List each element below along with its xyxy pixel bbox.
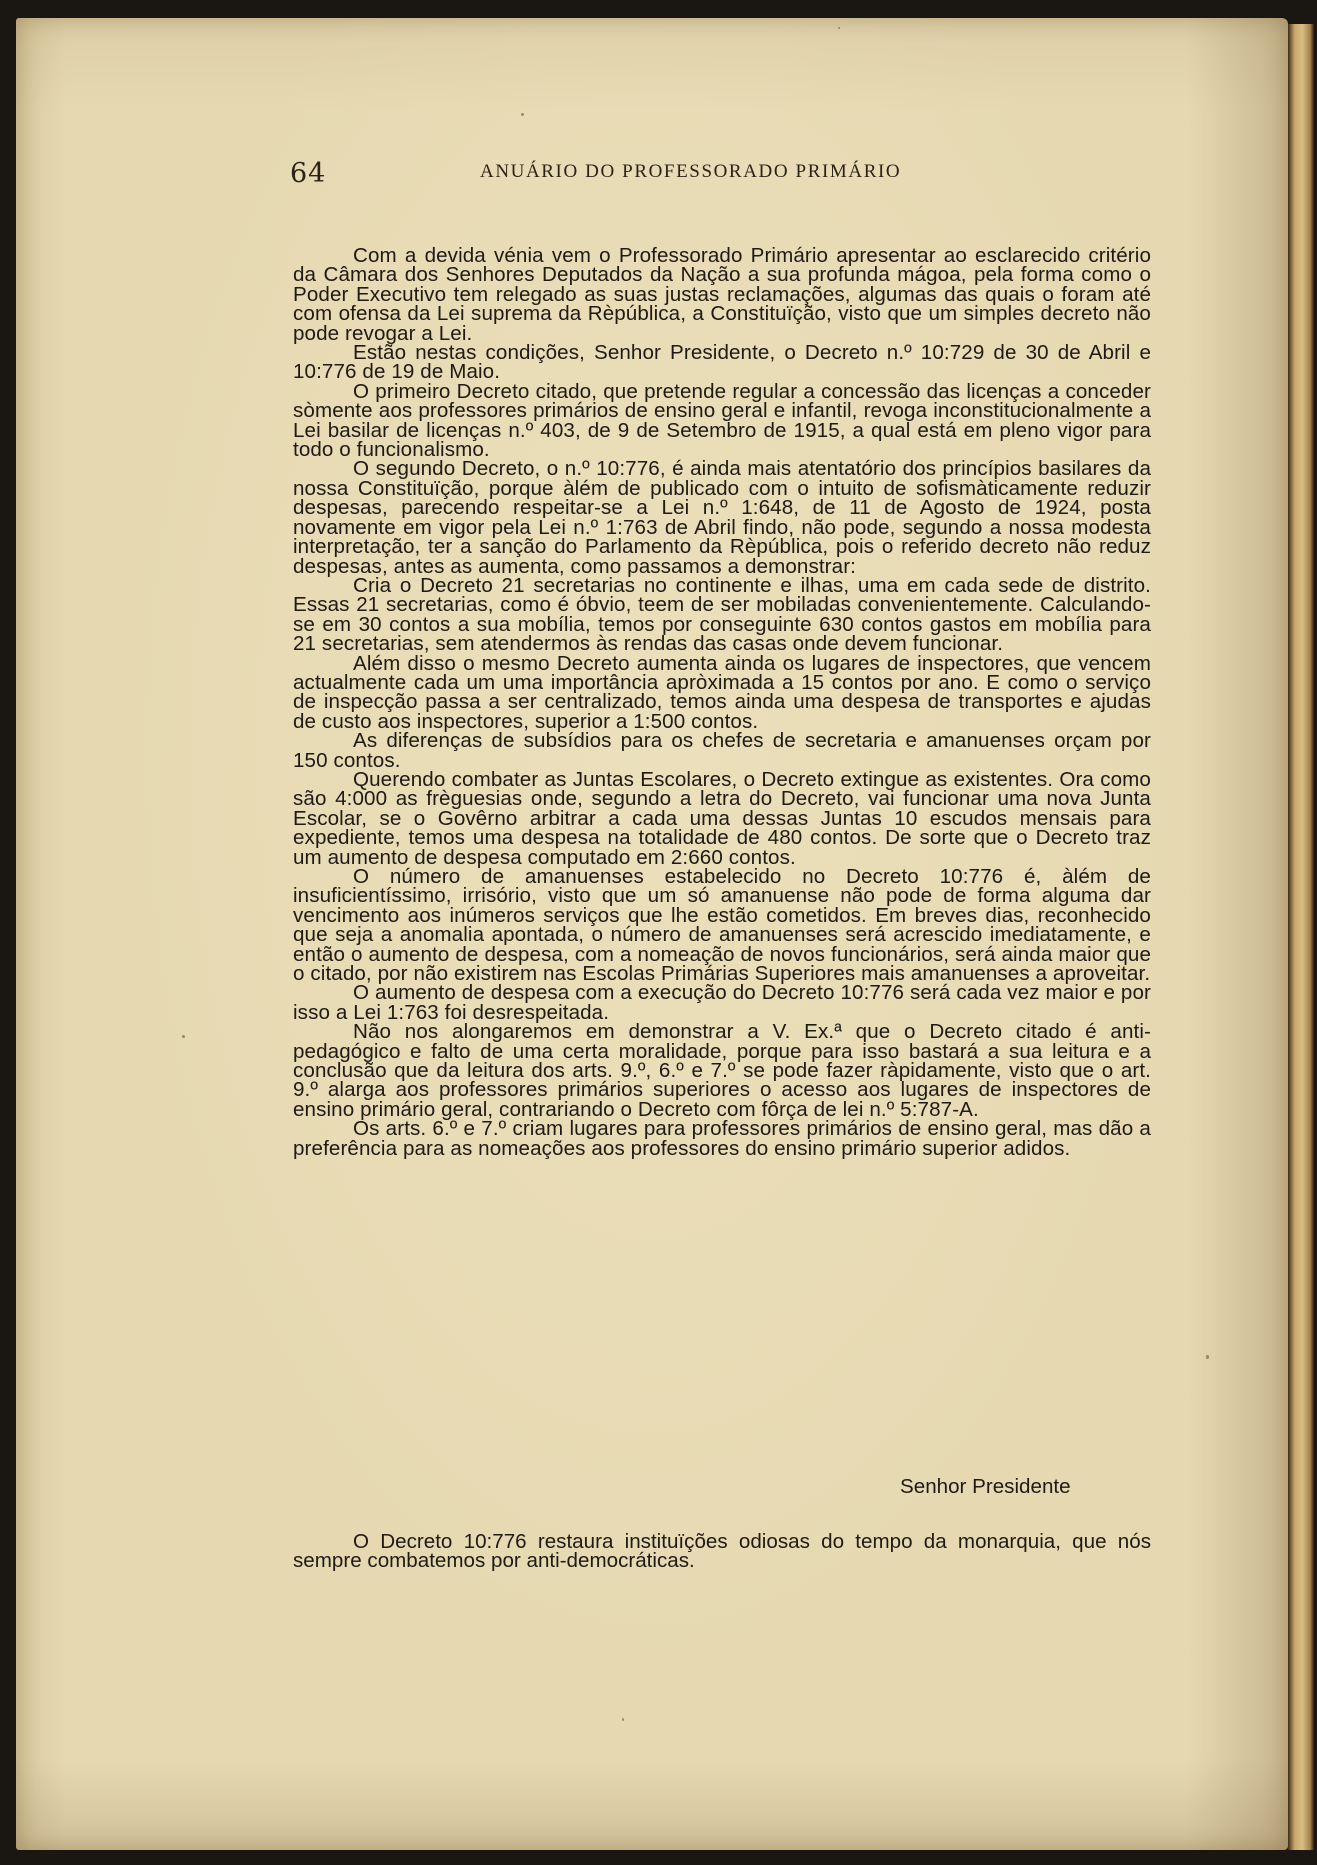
- paragraph: O primeiro Decreto citado, que pretende regular a concessão das licenças a conceder sòmente aos professores primários de ensino geral e infantil, revoga inconstitucionalmente a Lei basilar de licenças n.º 403, de 9 de Setembro de 1915, a qual está em pleno vigor para todo o funcionalismo.: [293, 379, 1151, 462]
- paragraph: O aumento de despesa com a execução do Decreto 10:776 será cada vez maior e por isso a Lei 1:763 foi desrespeitada.: [293, 981, 1151, 1024]
- paragraph: Estão nestas condições, Senhor Presidente, o Decreto n.º 10:729 de 30 de Abril e 10:776 de 19 de Maio.: [293, 341, 1151, 384]
- paper-speck: [521, 113, 524, 116]
- paragraph: O número de amanuenses estabelecido no Decreto 10:776 é, àlém de insuficientíssimo, irrisório, visto que um só amanuense não pode de forma alguma dar vencimento aos inúmeros serviços que lhe estão cometidos. Em breves dias, reconhecido que seja a anomalia apontada, o número de amanuenses será acrescido imediatamente, e então o aumento de despesa, com a nomeação de novos funcionários, será ainda maior que o citado, por não existirem nas Escolas Primárias Superiores mais amanuenses a aproveitar.: [293, 865, 1151, 986]
- paragraph: Querendo combater as Juntas Escolares, o Decreto extingue as existentes. Ora como são 4:000 as frèguesias onde, segundo a letra do Decreto, vai funcionar uma nova Junta Escolar, se o Govêrno arbitrar a cada uma dessas Juntas 10 escudos mensais para expediente, temos uma despesa na totalidade de 480 contos. De sorte que o Decreto traz um aumento de despesa computado em 2:660 contos.: [293, 767, 1151, 869]
- paragraph: Com a devida vénia vem o Professorado Primário apresentar ao esclarecido critério da Câmara dos Senhores Deputados da Nação a sua profunda mágoa, pela forma como o Poder Executivo tem relegado as suas justas reclamações, algumas das quais o foram até com ofensa da Lei suprema da Rèpública, a Constituïção, visto que um simples decreto não pode revogar a Lei.: [293, 244, 1151, 345]
- closing-paragraph: O Decreto 10:776 restaura instituïções odiosas do tempo da monarquia, que nós sempre combatemos por anti-democráticas.: [293, 1530, 1151, 1573]
- paper-speck: [838, 27, 840, 29]
- body-text: [293, 246, 1151, 1158]
- running-title: ANUÁRIO DO PROFESSORADO PRIMÁRIO: [480, 161, 902, 182]
- paragraph: Cria o Decreto 21 secretarias no continente e ilhas, uma em cada sede de distrito. Essas 21 secretarias, como é óbvio, teem de ser mobiladas convenientemente. Calculando-se em 30 contos a sua mobília, temos por conseguinte 630 contos gastos em mobília para 21 secretarias, sem atendermos às rendas das casas onde devem funcionar.: [293, 573, 1151, 656]
- paper-speck: [622, 1718, 624, 1721]
- paragraph: As diferenças de subsídios para os chefes de secretaria e amanuenses orçam por 150 contos.: [293, 729, 1151, 772]
- salutation: Senhor Presidente: [900, 1475, 1071, 1498]
- paragraph: Além disso o mesmo Decreto aumenta ainda os lugares de inspectores, que vencem actualmente cada um uma importância apròximada a 15 contos por ano. E como o serviço de inspecção passa a ser centralizado, temos ainda uma despesa de transportes e ajudas de custo aos inspectores, superior a 1:500 contos.: [293, 651, 1151, 733]
- running-header: [0, 0, 1317, 200]
- page-binding-edge: [1288, 24, 1314, 1850]
- page-number: 64: [290, 158, 327, 189]
- paragraph: O segundo Decreto, o n.º 10:776, é ainda mais atentatório dos princípios basilares da nossa Constituïção, porque àlém de publicado com o intuito de sofismàticamente reduzir despesas, parecendo respeitar-se a Lei n.º 1:648, de 11 de Agosto de 1924, posta novamente em vigor pela Lei n.º 1:763 de Abril findo, não pode, segundo a nossa modesta interpretação, ter a sanção do Parlamento da Rèpública, pois o referido decreto não reduz despesas, antes as aumenta, como passamos a demonstrar:: [293, 457, 1151, 578]
- paper-speck: [1206, 1355, 1209, 1359]
- paragraph: Os arts. 6.º e 7.º criam lugares para professores primários de ensino geral, mas dão a preferência para as nomeações aos professores do ensino primário superior adidos.: [293, 1117, 1151, 1160]
- paragraph: Não nos alongaremos em demonstrar a V. Ex.ª que o Decreto citado é anti-pedagógico e falto de uma certa moralidade, porque para isso bastará a sua leitura e a conclusão que da leitura dos arts. 9.º, 6.º e 7.º se pode fazer ràpidamente, visto que o art. 9.º alarga aos professores primários superiores o acesso aos lugares de inspectores de ensino primário geral, contrariando o Decreto com fôrça de lei n.º 5:787-A.: [293, 1020, 1151, 1121]
- closing-text: [293, 1532, 1151, 1571]
- paper-speck: [182, 1035, 185, 1038]
